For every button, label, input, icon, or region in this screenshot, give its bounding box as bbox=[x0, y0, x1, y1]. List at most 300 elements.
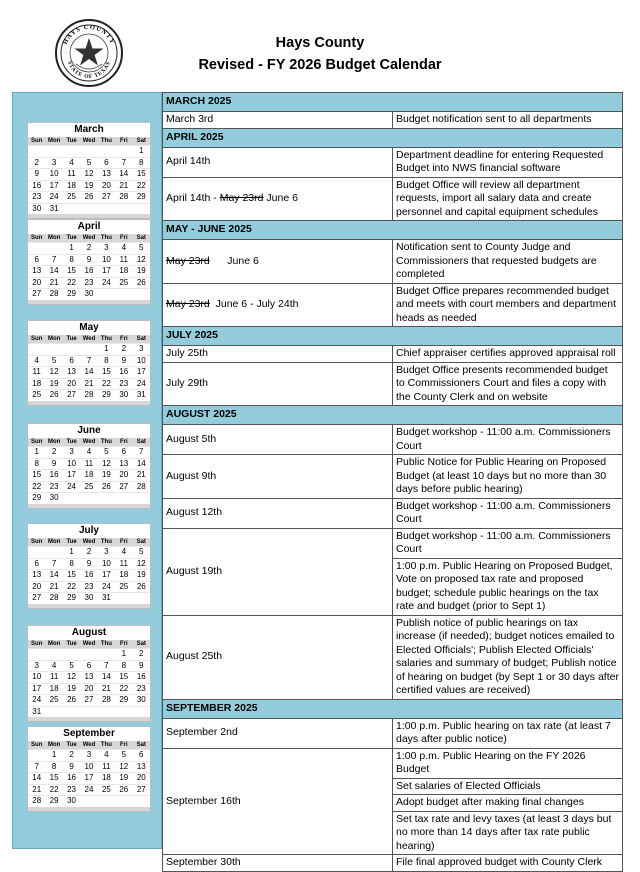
calendar-day: 18 bbox=[98, 773, 115, 785]
calendar-day: 29 bbox=[98, 390, 115, 401]
calendar-month-name: August bbox=[71, 627, 107, 638]
weekday-label: Sat bbox=[133, 438, 150, 447]
calendar-day: 16 bbox=[80, 266, 97, 278]
schedule-description: Budget notification sent to all departments bbox=[393, 112, 623, 129]
calendar-day bbox=[45, 547, 62, 559]
calendar-day: 8 bbox=[115, 660, 132, 672]
calendar-footer bbox=[28, 604, 150, 608]
calendar-day: 26 bbox=[98, 481, 115, 493]
calendar-day bbox=[63, 706, 80, 717]
calendar-day: 3 bbox=[80, 750, 97, 762]
calendar-day bbox=[63, 649, 80, 661]
struck-date: May 23rd bbox=[219, 192, 264, 204]
weekday-label: Sat bbox=[133, 741, 150, 750]
calendar-day: 12 bbox=[80, 169, 97, 181]
weekday-label: Thu bbox=[98, 741, 115, 750]
calendar-day: 12 bbox=[45, 367, 62, 379]
calendar-day: 24 bbox=[98, 277, 115, 289]
calendar-day: 7 bbox=[133, 447, 150, 459]
weekday-label: Wed bbox=[80, 234, 97, 243]
calendar-day: 31 bbox=[133, 390, 150, 401]
calendar-day bbox=[28, 344, 45, 356]
date-text: August 12th bbox=[166, 506, 223, 519]
calendar-footer bbox=[28, 214, 150, 218]
weekday-label: Sun bbox=[28, 234, 45, 243]
calendar-day: 1 bbox=[98, 344, 115, 356]
calendar-day: 16 bbox=[115, 367, 132, 379]
calendar-day: 25 bbox=[80, 481, 97, 493]
calendar-day: 6 bbox=[80, 660, 97, 672]
calendar-day: 28 bbox=[115, 192, 132, 204]
calendar-day: 27 bbox=[115, 481, 132, 493]
calendar-day bbox=[98, 796, 115, 807]
schedule-description: Budget Office prepares recommended budget and meets with court members and department heads as needed bbox=[393, 283, 623, 327]
calendar-day: 26 bbox=[115, 784, 132, 796]
calendar-day bbox=[63, 203, 80, 214]
calendar-day: 25 bbox=[115, 581, 132, 593]
date-text: August 19th bbox=[166, 564, 223, 577]
calendar-day: 25 bbox=[115, 277, 132, 289]
calendar-day bbox=[28, 547, 45, 559]
calendar-day: 15 bbox=[63, 570, 80, 582]
weekday-label: Fri bbox=[115, 741, 132, 750]
calendar-day: 2 bbox=[80, 243, 97, 255]
calendar-day: 15 bbox=[115, 672, 132, 684]
calendar-day: 11 bbox=[80, 458, 97, 470]
calendar-day: 9 bbox=[115, 355, 132, 367]
calendar-day: 28 bbox=[98, 695, 115, 707]
calendar-day: 6 bbox=[98, 157, 115, 169]
seal-text-top: HAYS COUNTY bbox=[61, 23, 117, 46]
calendar-day bbox=[133, 289, 150, 300]
month-section-header: MAY - JUNE 2025 bbox=[163, 221, 623, 240]
calendar-day bbox=[80, 706, 97, 717]
calendar-day: 17 bbox=[133, 367, 150, 379]
calendar-day: 20 bbox=[28, 581, 45, 593]
calendar-day: 1 bbox=[133, 146, 150, 158]
calendar-day: 10 bbox=[45, 169, 62, 181]
calendar-may bbox=[27, 320, 151, 406]
calendar-day: 13 bbox=[98, 169, 115, 181]
schedule-date bbox=[163, 362, 393, 406]
calendar-day: 21 bbox=[45, 277, 62, 289]
schedule-description: Adopt budget after making final changes bbox=[393, 795, 623, 812]
calendar-day bbox=[80, 344, 97, 356]
calendar-footer bbox=[28, 401, 150, 405]
calendar-day: 30 bbox=[45, 493, 62, 504]
calendar-day bbox=[28, 750, 45, 762]
calendar-day: 25 bbox=[98, 784, 115, 796]
schedule-description: Set tax rate and levy taxes (at least 3 days but no more than 14 days after tax rate public hearing) bbox=[393, 811, 623, 855]
calendar-day: 21 bbox=[45, 581, 62, 593]
schedule-description: Budget Office presents recommended budget to Commissioners Court and files a copy with the County Clerk and on website bbox=[393, 362, 623, 406]
calendar-day: 11 bbox=[98, 761, 115, 773]
calendar-day: 13 bbox=[133, 761, 150, 773]
calendar-day: 3 bbox=[98, 547, 115, 559]
weekday-label: Sat bbox=[133, 137, 150, 146]
calendar-footer bbox=[28, 504, 150, 508]
calendar-day: 1 bbox=[28, 447, 45, 459]
calendar-day: 14 bbox=[115, 169, 132, 181]
month-section-header: AUGUST 2025 bbox=[163, 406, 623, 425]
calendar-day: 10 bbox=[133, 355, 150, 367]
calendar-day: 2 bbox=[80, 547, 97, 559]
calendar-day bbox=[45, 649, 62, 661]
calendar-day: 4 bbox=[28, 355, 45, 367]
calendar-day: 15 bbox=[45, 773, 62, 785]
weekday-label: Mon bbox=[45, 335, 62, 344]
calendar-day: 31 bbox=[45, 203, 62, 214]
calendar-day: 29 bbox=[63, 593, 80, 604]
weekday-label: Sun bbox=[28, 137, 45, 146]
calendar-day: 17 bbox=[45, 180, 62, 192]
calendar-day: 18 bbox=[45, 683, 62, 695]
calendar-day bbox=[63, 146, 80, 158]
calendar-day: 25 bbox=[45, 695, 62, 707]
calendar-day: 9 bbox=[80, 254, 97, 266]
schedule-description: Publish notice of public hearings on tax increase (if needed); budget notices emailed to Elected Officials'; Publish Elected Officials' salaries and summary of budget; Publish notice of hearing on budget (by Sept 1 or 30 days after certified values are received) bbox=[393, 615, 623, 699]
calendar-day bbox=[133, 203, 150, 214]
date-text: August 25th bbox=[166, 650, 223, 663]
calendar-day: 22 bbox=[45, 784, 62, 796]
calendar-month-name: April bbox=[77, 221, 101, 232]
calendar-day: 3 bbox=[98, 243, 115, 255]
calendar-day: 5 bbox=[80, 157, 97, 169]
calendar-day bbox=[133, 796, 150, 807]
calendar-day: 18 bbox=[115, 266, 132, 278]
schedule-date bbox=[163, 112, 393, 129]
calendar-month-name: June bbox=[77, 425, 101, 436]
calendar-day: 5 bbox=[45, 355, 62, 367]
calendar-day: 23 bbox=[80, 581, 97, 593]
calendar-day: 3 bbox=[63, 447, 80, 459]
calendar-day bbox=[115, 289, 132, 300]
month-section-header: SEPTEMBER 2025 bbox=[163, 699, 623, 718]
struck-date: May 23rd bbox=[166, 254, 210, 267]
weekday-label: Thu bbox=[98, 438, 115, 447]
schedule-description: Public Notice for Public Hearing on Proposed Budget (at least 10 days but no more than 30 days before public hearing) bbox=[393, 455, 623, 499]
calendar-day: 11 bbox=[63, 169, 80, 181]
calendar-day: 9 bbox=[133, 660, 150, 672]
calendar-day bbox=[98, 289, 115, 300]
schedule-date bbox=[163, 147, 393, 177]
calendar-april bbox=[27, 219, 151, 305]
calendar-day: 14 bbox=[133, 458, 150, 470]
schedule-date bbox=[163, 425, 393, 455]
calendar-day: 19 bbox=[80, 180, 97, 192]
calendar-day: 6 bbox=[28, 254, 45, 266]
calendar-day: 20 bbox=[80, 683, 97, 695]
calendar-day: 8 bbox=[45, 761, 62, 773]
calendar-day: 9 bbox=[63, 761, 80, 773]
calendar-day: 25 bbox=[28, 390, 45, 401]
calendar-day bbox=[45, 706, 62, 717]
calendar-month-name: May bbox=[79, 322, 99, 333]
weekday-label: Wed bbox=[80, 741, 97, 750]
calendar-day bbox=[63, 493, 80, 504]
county-seal-icon bbox=[54, 18, 124, 88]
calendar-day: 24 bbox=[45, 192, 62, 204]
calendar-day: 29 bbox=[28, 493, 45, 504]
calendar-day: 9 bbox=[28, 169, 45, 181]
calendar-day: 31 bbox=[98, 593, 115, 604]
calendar-day bbox=[80, 796, 97, 807]
calendar-day: 30 bbox=[63, 796, 80, 807]
weekday-label: Wed bbox=[80, 538, 97, 547]
weekday-label: Wed bbox=[80, 438, 97, 447]
schedule-date bbox=[163, 528, 393, 615]
weekday-label: Tue bbox=[63, 438, 80, 447]
calendar-day: 26 bbox=[63, 695, 80, 707]
weekday-label: Sun bbox=[28, 538, 45, 547]
calendar-day: 23 bbox=[115, 378, 132, 390]
calendar-day: 20 bbox=[133, 773, 150, 785]
month-section-header: APRIL 2025 bbox=[163, 128, 623, 147]
calendar-day: 2 bbox=[115, 344, 132, 356]
schedule-date bbox=[163, 455, 393, 499]
calendar-day: 16 bbox=[28, 180, 45, 192]
calendar-day: 13 bbox=[28, 570, 45, 582]
calendar-day bbox=[80, 649, 97, 661]
schedule-description: 1:00 p.m. Public hearing on tax rate (at least 7 days after public notice) bbox=[393, 718, 623, 748]
calendar-day: 8 bbox=[133, 157, 150, 169]
schedule-date bbox=[163, 240, 393, 284]
calendar-day: 24 bbox=[98, 581, 115, 593]
calendar-day: 10 bbox=[63, 458, 80, 470]
weekday-label: Fri bbox=[115, 137, 132, 146]
calendar-day: 2 bbox=[45, 447, 62, 459]
calendar-june bbox=[27, 423, 151, 509]
calendar-day: 20 bbox=[98, 180, 115, 192]
calendar-day: 22 bbox=[133, 180, 150, 192]
calendar-day: 4 bbox=[98, 750, 115, 762]
calendar-day: 24 bbox=[133, 378, 150, 390]
calendar-day: 12 bbox=[98, 458, 115, 470]
calendar-day: 29 bbox=[45, 796, 62, 807]
calendar-day: 10 bbox=[28, 672, 45, 684]
page-title: Hays County bbox=[275, 35, 365, 51]
schedule-description: Chief appraiser certifies approved appraisal roll bbox=[393, 346, 623, 363]
calendar-day: 3 bbox=[28, 660, 45, 672]
calendar-day bbox=[80, 493, 97, 504]
calendar-day bbox=[45, 146, 62, 158]
calendar-footer bbox=[28, 717, 150, 721]
calendar-day: 23 bbox=[45, 481, 62, 493]
calendar-day: 14 bbox=[80, 367, 97, 379]
calendar-day: 31 bbox=[28, 706, 45, 717]
calendar-day: 1 bbox=[115, 649, 132, 661]
calendar-day: 29 bbox=[115, 695, 132, 707]
calendar-day: 5 bbox=[133, 547, 150, 559]
calendar-day bbox=[133, 706, 150, 717]
calendar-day: 19 bbox=[45, 378, 62, 390]
schedule-date bbox=[163, 748, 393, 855]
calendar-day: 16 bbox=[45, 470, 62, 482]
calendar-day: 9 bbox=[45, 458, 62, 470]
weekday-label: Mon bbox=[45, 640, 62, 649]
calendar-day bbox=[28, 649, 45, 661]
calendar-day: 1 bbox=[45, 750, 62, 762]
calendar-day: 6 bbox=[115, 447, 132, 459]
schedule-description: 1:00 p.m. Public Hearing on Proposed Budget, Vote on proposed tax rate and proposed budget; schedule public hearings on the tax rate and budget (prior to Sept 1) bbox=[393, 558, 623, 615]
calendar-day: 3 bbox=[45, 157, 62, 169]
schedule-description: Budget Office will review all department requests, import all salary data and create personnel and capital equipment schedules bbox=[393, 177, 623, 221]
calendar-day: 21 bbox=[98, 683, 115, 695]
calendar-day: 26 bbox=[45, 390, 62, 401]
date-text: June 6 - July 24th bbox=[209, 298, 299, 310]
month-section-header: MARCH 2025 bbox=[163, 93, 623, 112]
weekday-label: Sun bbox=[28, 438, 45, 447]
calendar-day bbox=[98, 493, 115, 504]
date-text: August 5th bbox=[166, 432, 217, 445]
calendar-day: 19 bbox=[63, 683, 80, 695]
calendar-day: 2 bbox=[133, 649, 150, 661]
calendar-day: 7 bbox=[98, 660, 115, 672]
calendar-day: 5 bbox=[63, 660, 80, 672]
weekday-label: Tue bbox=[63, 640, 80, 649]
page-subtitle: Revised - FY 2026 Budget Calendar bbox=[198, 57, 442, 73]
date-text: September 16th bbox=[166, 794, 241, 807]
calendar-day: 4 bbox=[63, 157, 80, 169]
calendar-day: 15 bbox=[133, 169, 150, 181]
weekday-label: Thu bbox=[98, 335, 115, 344]
calendar-day bbox=[80, 203, 97, 214]
calendar-day: 30 bbox=[133, 695, 150, 707]
weekday-label: Thu bbox=[98, 137, 115, 146]
schedule-date bbox=[163, 615, 393, 699]
calendar-day bbox=[80, 146, 97, 158]
calendar-day bbox=[63, 344, 80, 356]
date-text: April 14th bbox=[166, 155, 211, 168]
calendar-day: 7 bbox=[80, 355, 97, 367]
calendar-march bbox=[27, 122, 151, 219]
weekday-label: Sat bbox=[133, 538, 150, 547]
calendar-day: 10 bbox=[98, 254, 115, 266]
weekday-label: Wed bbox=[80, 137, 97, 146]
weekday-label: Sun bbox=[28, 335, 45, 344]
calendar-day bbox=[98, 146, 115, 158]
calendar-day: 10 bbox=[80, 761, 97, 773]
weekday-label: Thu bbox=[98, 234, 115, 243]
calendar-day: 2 bbox=[28, 157, 45, 169]
calendar-day: 8 bbox=[28, 458, 45, 470]
schedule-date bbox=[163, 718, 393, 748]
calendar-day bbox=[45, 243, 62, 255]
date-text: April 14th - bbox=[166, 192, 220, 204]
calendar-day: 30 bbox=[80, 289, 97, 300]
calendar-day bbox=[115, 706, 132, 717]
calendar-day: 11 bbox=[28, 367, 45, 379]
schedule-description: File final approved budget with County Clerk bbox=[393, 855, 623, 872]
calendar-day: 18 bbox=[28, 378, 45, 390]
calendar-day: 30 bbox=[115, 390, 132, 401]
calendar-day bbox=[28, 243, 45, 255]
calendar-day: 21 bbox=[133, 470, 150, 482]
calendar-day: 4 bbox=[115, 547, 132, 559]
calendar-day: 21 bbox=[80, 378, 97, 390]
schedule-date bbox=[163, 177, 393, 221]
weekday-label: Mon bbox=[45, 538, 62, 547]
schedule-description: Notification sent to County Judge and Commissioners that requested budgets are completed bbox=[393, 240, 623, 284]
calendar-july bbox=[27, 523, 151, 609]
weekday-label: Mon bbox=[45, 438, 62, 447]
calendar-day bbox=[115, 203, 132, 214]
calendar-day bbox=[98, 203, 115, 214]
schedule-date bbox=[163, 855, 393, 872]
calendar-day: 6 bbox=[63, 355, 80, 367]
weekday-label: Fri bbox=[115, 538, 132, 547]
calendar-day: 13 bbox=[115, 458, 132, 470]
weekday-label: Mon bbox=[45, 234, 62, 243]
calendar-day: 19 bbox=[133, 570, 150, 582]
schedule-description: Budget workshop - 11:00 a.m. Commissioners Court bbox=[393, 425, 623, 455]
calendar-day: 28 bbox=[80, 390, 97, 401]
calendar-august bbox=[27, 625, 151, 722]
calendar-day: 27 bbox=[80, 695, 97, 707]
calendar-day: 22 bbox=[63, 581, 80, 593]
calendar-day: 23 bbox=[63, 784, 80, 796]
calendar-day: 24 bbox=[63, 481, 80, 493]
weekday-label: Thu bbox=[98, 640, 115, 649]
calendar-day: 17 bbox=[98, 266, 115, 278]
calendar-day: 13 bbox=[28, 266, 45, 278]
weekday-label: Sat bbox=[133, 335, 150, 344]
calendar-day: 15 bbox=[63, 266, 80, 278]
schedule-description: Set salaries of Elected Officials bbox=[393, 778, 623, 795]
calendar-day: 14 bbox=[98, 672, 115, 684]
calendar-day: 14 bbox=[45, 570, 62, 582]
calendar-day: 15 bbox=[98, 367, 115, 379]
calendar-day: 1 bbox=[63, 243, 80, 255]
calendar-footer bbox=[28, 807, 150, 811]
calendar-month-name: March bbox=[74, 124, 104, 135]
calendar-day: 1 bbox=[63, 547, 80, 559]
calendar-day: 29 bbox=[133, 192, 150, 204]
weekday-label: Mon bbox=[45, 741, 62, 750]
calendar-day: 7 bbox=[28, 761, 45, 773]
calendar-day: 23 bbox=[133, 683, 150, 695]
calendar-day: 5 bbox=[115, 750, 132, 762]
weekday-label: Fri bbox=[115, 438, 132, 447]
calendar-day: 11 bbox=[45, 672, 62, 684]
schedule-date bbox=[163, 283, 393, 327]
calendar-day bbox=[133, 493, 150, 504]
calendar-day: 20 bbox=[115, 470, 132, 482]
weekday-label: Tue bbox=[63, 741, 80, 750]
calendar-day: 12 bbox=[63, 672, 80, 684]
weekday-label: Mon bbox=[45, 137, 62, 146]
date-text: September 30th bbox=[166, 856, 241, 868]
calendar-day: 7 bbox=[45, 254, 62, 266]
calendar-day: 27 bbox=[133, 784, 150, 796]
calendar-day: 23 bbox=[80, 277, 97, 289]
calendar-day: 10 bbox=[98, 558, 115, 570]
calendar-day: 24 bbox=[28, 695, 45, 707]
weekday-label: Sat bbox=[133, 640, 150, 649]
calendar-day: 14 bbox=[28, 773, 45, 785]
calendar-day: 18 bbox=[115, 570, 132, 582]
schedule-description: Department deadline for entering Requested Budget into NWS financial software bbox=[393, 147, 623, 177]
calendar-day bbox=[115, 593, 132, 604]
date-text: August 9th bbox=[166, 469, 217, 482]
schedule-date bbox=[163, 346, 393, 363]
calendar-day: 22 bbox=[98, 378, 115, 390]
seal-text-bottom: STATE OF TEXAS bbox=[65, 60, 113, 81]
weekday-label: Sun bbox=[28, 640, 45, 649]
weekday-label: Sat bbox=[133, 234, 150, 243]
calendar-day: 27 bbox=[28, 593, 45, 604]
calendar-day: 15 bbox=[28, 470, 45, 482]
